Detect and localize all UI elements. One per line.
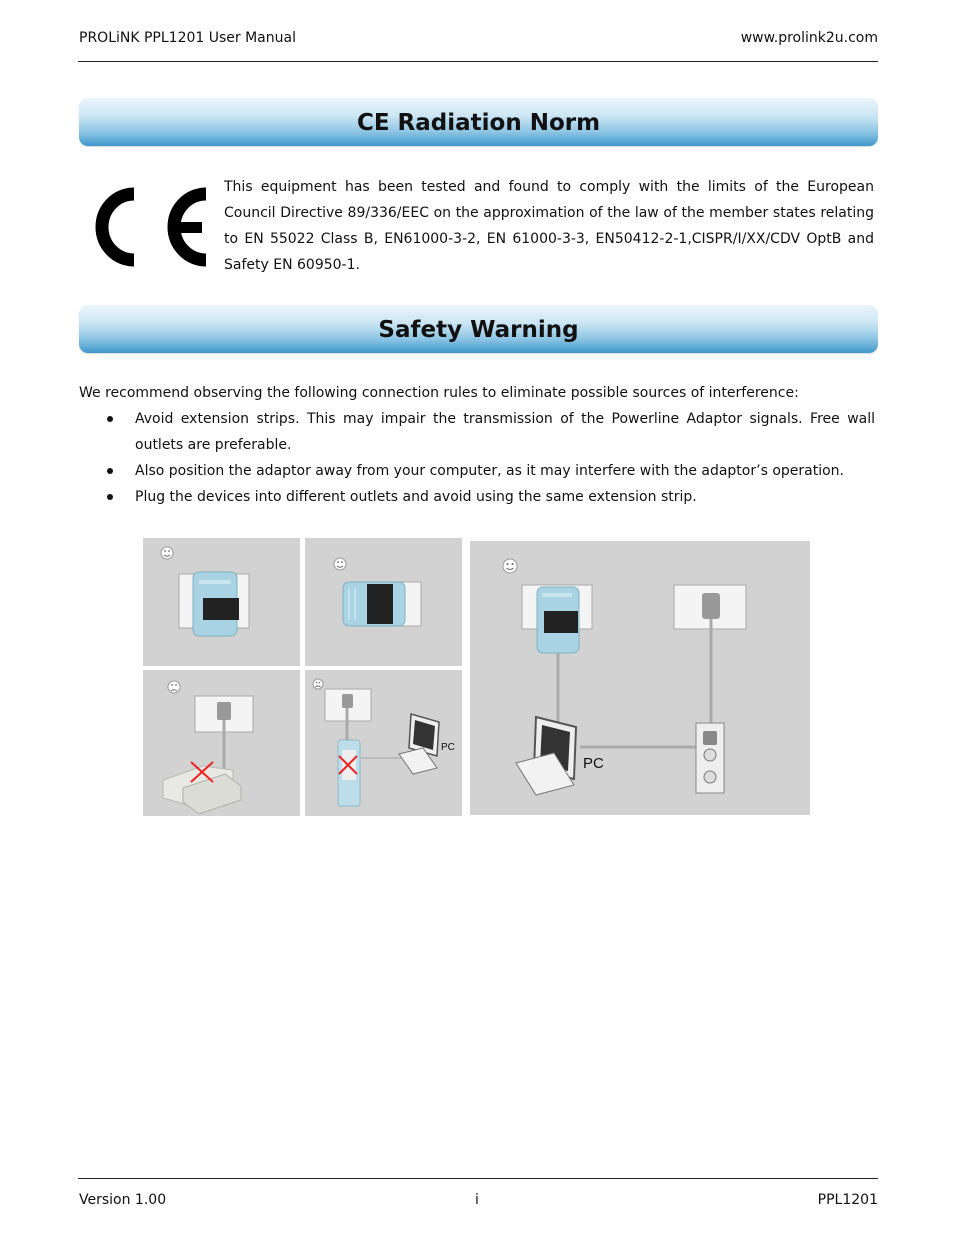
computer-icon — [399, 714, 439, 774]
smiley-happy-icon — [161, 547, 173, 559]
header-title: PROLiNK PPL1201 User Manual — [79, 30, 296, 46]
safety-rules-list — [107, 406, 875, 510]
bullet-icon — [107, 468, 113, 474]
ce-heading-banner — [79, 98, 878, 146]
smiley-happy-icon — [334, 558, 346, 570]
smiley-happy-icon — [503, 559, 517, 573]
panel-near-computer-bad — [305, 670, 462, 816]
smiley-sad-icon — [168, 681, 180, 693]
bullet-icon — [107, 494, 113, 500]
list-item — [107, 406, 875, 458]
footer-version: Version 1.00 — [79, 1192, 167, 1208]
pc-label-large: PC — [583, 755, 604, 772]
safety-heading-banner — [79, 305, 878, 353]
list-item-text: Also position the adaptor away from your computer, as it may interfere with the adaptor’s operation. — [135, 463, 844, 479]
safety-heading: Safety Warning — [378, 317, 579, 343]
wall-socket-icon — [696, 723, 724, 793]
adaptor-near-pc-illustration — [305, 670, 462, 816]
list-item — [107, 484, 875, 510]
adaptor-in-wall-illustration — [143, 538, 300, 666]
footer-rule — [78, 1178, 878, 1179]
footer-page-number: i — [475, 1192, 479, 1208]
panel-correct-setup — [470, 541, 810, 815]
list-item-text: Avoid extension strips. This may impair the transmission of the Powerline Adaptor signals. Free wall outlets are preferable. — [135, 411, 875, 453]
list-item-text: Plug the devices into different outlets and avoid using the same extension strip. — [135, 489, 697, 505]
safety-intro: We recommend observing the following connection rules to eliminate possible sources of interference: — [79, 385, 799, 401]
extension-strip-illustration — [143, 670, 300, 816]
pc-label-small: PC — [441, 742, 455, 753]
panel-extension-strip-bad — [143, 670, 300, 816]
correct-setup-illustration — [470, 541, 810, 815]
ce-logo — [84, 180, 214, 274]
computer-icon — [516, 717, 576, 795]
ce-body-text: This equipment has been tested and found to comply with the limits of the European Council Directive 89/336/EEC on the approximation of the law of the member states relating to EN 55022 Class B, EN61000-3-2, EN 61000-3-3, EN50412-2-1,CISPR/I/XX/CDV OptB and Safety EN 60950-1. — [224, 179, 874, 273]
ce-heading: CE Radiation Norm — [356, 110, 601, 136]
panel-wall-outlet-ok — [143, 538, 300, 666]
adaptor-horizontal-illustration — [305, 538, 462, 666]
bullet-icon — [107, 416, 113, 422]
panel-wall-outlet-horizontal-ok — [305, 538, 462, 666]
header-url: www.prolink2u.com — [740, 30, 878, 46]
smiley-sad-icon — [313, 679, 323, 689]
footer-model: PPL1201 — [817, 1192, 878, 1208]
list-item — [107, 458, 875, 484]
header-rule — [78, 61, 878, 62]
